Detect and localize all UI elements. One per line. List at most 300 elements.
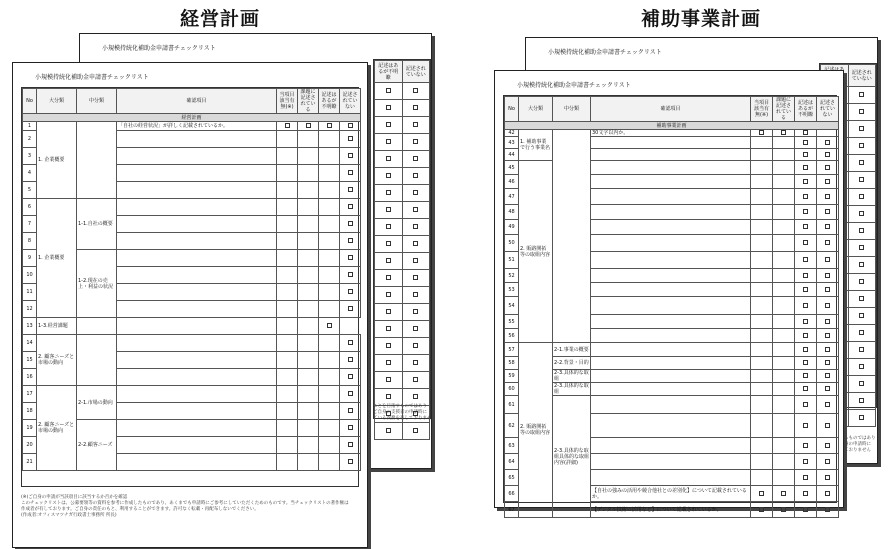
check-item [117, 199, 277, 216]
row-number: 2 [23, 131, 37, 148]
row-number: 52 [505, 269, 519, 283]
table-row [505, 343, 839, 357]
checkbox[interactable] [327, 323, 332, 328]
checkbox[interactable] [803, 240, 808, 245]
checkbox[interactable] [825, 152, 830, 157]
checkbox[interactable] [413, 122, 418, 127]
checkbox[interactable] [413, 326, 418, 331]
checkbox[interactable] [825, 194, 830, 199]
checkbox[interactable] [803, 140, 808, 145]
row-number: 59 [505, 370, 519, 383]
major-category: 2. 販路開拓等の取組内容 [519, 161, 553, 343]
checkbox[interactable] [825, 402, 830, 407]
checkbox[interactable] [413, 428, 418, 433]
check-item [591, 175, 751, 189]
check-item [591, 414, 751, 438]
sheet-title: 小規模持続化補助金申請書チェックリスト [517, 82, 631, 89]
section-row: 補助事業計画 [505, 122, 839, 130]
row-number: 49 [505, 220, 519, 235]
checkbox[interactable] [825, 386, 830, 391]
checkbox[interactable] [803, 333, 808, 338]
checkbox[interactable] [327, 123, 332, 128]
checkbox[interactable] [759, 491, 764, 496]
checkbox[interactable] [413, 377, 418, 382]
checkbox[interactable] [803, 386, 808, 391]
major-category: 2. 販路開拓等の取組内容 [519, 343, 553, 518]
check-item [591, 161, 751, 175]
check-item [591, 235, 751, 252]
checkbox[interactable] [413, 156, 418, 161]
checkbox[interactable] [803, 475, 808, 480]
table-row [23, 199, 361, 216]
check-item [591, 470, 751, 486]
checkbox[interactable] [413, 173, 418, 178]
check-item [591, 396, 751, 414]
checkbox[interactable] [348, 408, 353, 413]
checkbox[interactable] [859, 415, 864, 420]
checkbox[interactable] [825, 319, 830, 324]
back-sheet-notes: ことを目指すものではあり ご自身の支援者の申請時に ている義務を有しておりませ [373, 404, 432, 421]
table-row [375, 83, 430, 100]
checkbox[interactable] [803, 273, 808, 278]
table-row [375, 321, 430, 338]
middle-category: 2-3.具体的な取組 [554, 370, 589, 382]
checkbox[interactable] [413, 275, 418, 280]
checkbox[interactable] [348, 136, 353, 141]
checkbox[interactable] [386, 88, 391, 93]
checkbox[interactable] [825, 507, 830, 512]
row-number: 56 [505, 329, 519, 343]
checkbox[interactable] [825, 287, 830, 292]
middle-category: 2-1.事業の概要 [553, 343, 591, 357]
checkbox[interactable] [825, 459, 830, 464]
checkbox[interactable] [386, 190, 391, 195]
checkbox[interactable] [348, 204, 353, 209]
checkbox[interactable] [859, 398, 864, 403]
check-item [591, 149, 751, 161]
checkbox[interactable] [386, 343, 391, 348]
row-number: 13 [23, 318, 37, 335]
table-row [23, 386, 361, 403]
table-row [23, 335, 361, 352]
table-row [375, 168, 430, 185]
table-row [505, 370, 839, 383]
check-item [591, 220, 751, 235]
major-category: 1. 企業概要 [37, 122, 77, 199]
checkbox[interactable] [803, 194, 808, 199]
major-category: 2. 顧客ニーズと市場の動向 [37, 386, 77, 471]
checkbox[interactable] [859, 381, 864, 386]
row-number: 46 [505, 175, 519, 189]
checkbox[interactable] [859, 279, 864, 284]
back-sheet-notes: るものではあり 身の申請時に ておりません [844, 436, 876, 453]
middle-category: 2-3.具体的な取組 [554, 383, 589, 395]
check-item [117, 369, 277, 386]
table-row [375, 287, 430, 304]
middle-category: 1-3.経営課題 [37, 318, 77, 335]
check-item [117, 420, 277, 437]
checkbox[interactable] [859, 262, 864, 267]
table-row [375, 202, 430, 219]
table-row [375, 236, 430, 253]
checkbox[interactable] [413, 139, 418, 144]
check-item [591, 283, 751, 297]
checkbox[interactable] [825, 165, 830, 170]
checkbox[interactable] [825, 224, 830, 229]
row-number: 21 [23, 454, 37, 471]
major-category: 2. 顧客ニーズと市場の動向 [37, 335, 77, 386]
checkbox[interactable] [348, 306, 353, 311]
checkbox[interactable] [803, 402, 808, 407]
checkbox[interactable] [413, 394, 418, 399]
check-item [117, 165, 277, 182]
row-number: 10 [23, 267, 37, 284]
checkbox[interactable] [348, 255, 353, 260]
checkbox[interactable] [803, 423, 808, 428]
check-item [117, 233, 277, 250]
row-number: 43 [505, 137, 519, 149]
checkbox[interactable] [386, 156, 391, 161]
checkbox[interactable] [781, 491, 786, 496]
check-item [591, 189, 751, 205]
checkbox[interactable] [803, 319, 808, 324]
checkbox[interactable] [825, 240, 830, 245]
checkbox[interactable] [413, 309, 418, 314]
checkbox[interactable] [803, 209, 808, 214]
middle-category: 1-1.自社の概要 [77, 199, 117, 250]
checkbox[interactable] [348, 187, 353, 192]
check-item: 「自社の経営状況」が詳しく記載されているか。 [117, 122, 277, 131]
row-number: 4 [23, 165, 37, 182]
table-row [23, 318, 361, 335]
row-number: 1 [23, 122, 37, 131]
check-item [117, 437, 277, 454]
checkbox[interactable] [825, 360, 830, 365]
check-item [117, 284, 277, 301]
checkbox[interactable] [386, 326, 391, 331]
row-number: 63 [505, 438, 519, 454]
check-item [117, 301, 277, 318]
row-number: 7 [23, 216, 37, 233]
check-item [591, 252, 751, 269]
check-item [591, 370, 751, 383]
row-number: 14 [23, 335, 37, 352]
table-row [505, 357, 839, 370]
table-row [375, 304, 430, 321]
row-number: 61 [505, 396, 519, 414]
check-item [591, 454, 751, 470]
row-number: 45 [505, 161, 519, 175]
table-row [375, 117, 430, 134]
checkbox[interactable] [386, 309, 391, 314]
checkbox[interactable] [386, 377, 391, 382]
checkbox[interactable] [859, 143, 864, 148]
checkbox[interactable] [386, 394, 391, 399]
check-item [591, 383, 751, 396]
checkbox[interactable] [859, 194, 864, 199]
checkbox[interactable] [386, 241, 391, 246]
checkbox[interactable] [386, 428, 391, 433]
row-number: 6 [23, 199, 37, 216]
checkbox[interactable] [859, 330, 864, 335]
checkbox[interactable] [386, 258, 391, 263]
check-item [591, 343, 751, 357]
row-number: 53 [505, 283, 519, 297]
checkbox[interactable] [781, 130, 786, 135]
checkbox[interactable] [348, 357, 353, 362]
row-number: 15 [23, 352, 37, 369]
footnote: (※)ご自身の申請が当該項目に該当するか否かを確認 このチェックリストは、公募要領等の資料を参考に作成したものであり、あくまでも申請時にご参考にしていただくためのものです。当チェックリストの著作権は作成者が有しております。ご自身の責任のもと、利用することができます。許可なく転載・再配布しないでください。 (作成者:オフィスマツナガ行政書士事務所 所長) [21, 495, 349, 518]
checkbox[interactable] [825, 347, 830, 352]
row-number: 67 [505, 502, 519, 518]
check-item: 【自社の強みの活用や競合他社との差別化】について記載されているか。 [591, 486, 751, 502]
checkbox[interactable] [348, 425, 353, 430]
checkbox[interactable] [803, 443, 808, 448]
check-item [117, 403, 277, 420]
checkbox[interactable] [803, 360, 808, 365]
table-row [375, 185, 430, 202]
row-number: 8 [23, 233, 37, 250]
middle-category: 1-2.現在の売上・利益の状況 [77, 250, 117, 318]
row-number: 42 [505, 130, 519, 137]
table-row [375, 389, 430, 406]
check-item [77, 318, 117, 335]
table-row [375, 100, 430, 117]
checkbox[interactable] [825, 475, 830, 480]
checkbox[interactable] [859, 245, 864, 250]
table-row [505, 130, 839, 137]
checkbox[interactable] [348, 272, 353, 277]
checkbox[interactable] [348, 391, 353, 396]
check-item [591, 315, 751, 329]
table-row [375, 134, 430, 151]
row-number: 3 [23, 148, 37, 165]
check-item [117, 216, 277, 233]
check-item [117, 335, 277, 352]
checkbox[interactable] [348, 459, 353, 464]
checkbox[interactable] [759, 130, 764, 135]
checkbox[interactable] [413, 343, 418, 348]
row-number: 19 [23, 420, 37, 437]
table-row [375, 270, 430, 287]
checkbox[interactable] [386, 122, 391, 127]
row-number: 60 [505, 383, 519, 396]
checkbox[interactable] [859, 92, 864, 97]
checkbox[interactable] [386, 224, 391, 229]
table-row [375, 338, 430, 355]
checkbox[interactable] [825, 179, 830, 184]
checkbox[interactable] [348, 442, 353, 447]
table-row [505, 383, 839, 396]
check-item [591, 205, 751, 220]
row-number: 48 [505, 205, 519, 220]
row-number: 65 [505, 470, 519, 486]
sheet-title: 小規模持続化補助金申請書チェックリスト [548, 49, 662, 56]
checkbox[interactable] [825, 443, 830, 448]
checkbox[interactable] [348, 170, 353, 175]
row-number: 51 [505, 252, 519, 269]
checkbox[interactable] [803, 303, 808, 308]
middle-category: 2-2.顧客ニーズ [77, 420, 117, 471]
checkbox[interactable] [859, 126, 864, 131]
row-number: 17 [23, 386, 37, 403]
table-row [23, 122, 361, 131]
checkbox[interactable] [859, 313, 864, 318]
checkbox[interactable] [803, 165, 808, 170]
middle-category: 2-1.市場の動向 [77, 386, 117, 420]
checkbox[interactable] [825, 209, 830, 214]
table-row [375, 253, 430, 270]
row-number: 20 [23, 437, 37, 454]
checkbox[interactable] [386, 105, 391, 110]
row-number: 5 [23, 182, 37, 199]
section-row: 経営計画 [23, 114, 361, 122]
checkbox[interactable] [825, 491, 830, 496]
checkbox[interactable] [859, 109, 864, 114]
checkbox[interactable] [803, 179, 808, 184]
checkbox[interactable] [386, 275, 391, 280]
check-item: 【デジタル技術の活用など】について記載されているか。 [591, 502, 751, 518]
table-row [375, 423, 430, 440]
checkbox[interactable] [348, 374, 353, 379]
checkbox[interactable] [859, 347, 864, 352]
check-item [591, 329, 751, 343]
checkbox[interactable] [413, 292, 418, 297]
checkbox[interactable] [348, 221, 353, 226]
checkbox[interactable] [413, 207, 418, 212]
checkbox[interactable] [285, 123, 290, 128]
check-item: 30文字以内か。 [591, 130, 751, 137]
major-category: 1. 企業概要 [37, 199, 77, 318]
table-row [375, 219, 430, 236]
checkbox[interactable] [348, 289, 353, 294]
checkbox[interactable] [803, 257, 808, 262]
heading-subsidy-plan: 補助事業計画 [641, 8, 762, 30]
middle-category: 2-3.具体的な取組具体的な取組内容(詳細) [553, 396, 591, 518]
check-item [117, 182, 277, 199]
sheet-title: 小規模持続化補助金申請書チェックリスト [102, 45, 216, 52]
back-sheet-columns: 記述されていない [819, 63, 877, 408]
row-number: 55 [505, 315, 519, 329]
checkbox[interactable] [348, 340, 353, 345]
check-item [117, 131, 277, 148]
row-number: 66 [505, 486, 519, 502]
row-number: 12 [23, 301, 37, 318]
checklist-table: No 大分類 中分類 確認項目 当項目該当有無(※) 課題に記述されている 記述はあるが不明瞭 記述されていない 補助事業計画 42 1. 補助事業で行う事業名 30文字以内か。 43 44 45 2. 販路開拓等の取組内容 46 47 48 49 50 51 52 53 54 55 56 57 2. 販路開拓等の取組内容 2-1.事業の概要 58 2-2.背景・目的 59 2-3.具体的な取組 60 2-3.具体的な取組 61 2-3.具体的な取組具体的な取組内容(詳細) 62 63 64 65 66 【自社の強みの活用や競合他社との差別化】について記載されているか。 67 【デジタル技術の活用など】について記載されているか。 [503, 95, 837, 503]
checkbox[interactable] [306, 123, 311, 128]
check-item [117, 250, 277, 267]
check-item [117, 352, 277, 369]
table-row [375, 355, 430, 372]
checkbox[interactable] [803, 459, 808, 464]
row-number: 16 [23, 369, 37, 386]
check-item [591, 438, 751, 454]
checkbox[interactable] [348, 123, 353, 128]
middle-category: 2-2.背景・目的 [553, 357, 591, 370]
checkbox[interactable] [413, 105, 418, 110]
row-number: 64 [505, 454, 519, 470]
checkbox[interactable] [825, 303, 830, 308]
table-row [505, 396, 839, 414]
left-front-sheet [12, 62, 368, 548]
row-number: 62 [505, 414, 519, 438]
check-item [591, 297, 751, 315]
check-item [117, 148, 277, 165]
row-number: 11 [23, 284, 37, 301]
checklist-table: No 大分類 中分類 確認項目 当項目該当有無(※) 課題に記述されている 記述はあるが不明瞭 記述されていない 経営計画 1 1. 企業概要 「自社の経営状況」が詳しく記載されているか。 2 3 4 5 6 1. 企業概要 1-1.自社の概要 7 8 9 1-2.現在の売上・利益の状況 10 11 12 13 1-3.経営課題 14 2. 顧客ニーズと市場の動向 15 16 17 2. 顧客ニーズと市場の動向 2-1.市場の動向 18 19 2-2.顧客ニーズ 20 21 [21, 87, 359, 487]
checkbox[interactable] [825, 333, 830, 338]
checkbox[interactable] [803, 373, 808, 378]
checkbox[interactable] [386, 173, 391, 178]
row-number: 57 [505, 343, 519, 357]
checkbox[interactable] [803, 347, 808, 352]
checkbox[interactable] [413, 360, 418, 365]
row-number: 44 [505, 149, 519, 161]
back-sheet-columns: 記述はあるが不明瞭 記述されていない [373, 59, 431, 419]
checkbox[interactable] [413, 224, 418, 229]
table-row [375, 372, 430, 389]
check-item [117, 267, 277, 284]
checkbox[interactable] [803, 287, 808, 292]
check-item [591, 269, 751, 283]
checkbox[interactable] [859, 211, 864, 216]
checkbox[interactable] [859, 364, 864, 369]
heading-management-plan: 経営計画 [180, 8, 261, 30]
table-row [375, 151, 430, 168]
row-number: 47 [505, 189, 519, 205]
checkbox[interactable] [825, 257, 830, 262]
check-item [117, 454, 277, 471]
checkbox[interactable] [803, 491, 808, 496]
checkbox[interactable] [803, 224, 808, 229]
checkbox[interactable] [413, 258, 418, 263]
checkbox[interactable] [759, 507, 764, 512]
row-number: 50 [505, 235, 519, 252]
checkbox[interactable] [859, 296, 864, 301]
checkbox[interactable] [413, 190, 418, 195]
checkbox[interactable] [386, 360, 391, 365]
checkbox[interactable] [386, 207, 391, 212]
checkbox[interactable] [386, 292, 391, 297]
sheet-title: 小規模持続化補助金申請書チェックリスト [35, 74, 149, 81]
checkbox[interactable] [803, 152, 808, 157]
check-item [591, 137, 751, 149]
checkbox[interactable] [825, 140, 830, 145]
checkbox[interactable] [781, 507, 786, 512]
checkbox[interactable] [413, 88, 418, 93]
check-item [117, 386, 277, 403]
right-front-sheet [494, 70, 844, 513]
checkbox[interactable] [859, 160, 864, 165]
checkbox[interactable] [803, 507, 808, 512]
row-number: 54 [505, 297, 519, 315]
checkbox[interactable] [386, 139, 391, 144]
checkbox[interactable] [413, 241, 418, 246]
checkbox[interactable] [825, 273, 830, 278]
checkbox[interactable] [348, 238, 353, 243]
major-category: 1. 補助事業で行う事業名 [519, 130, 553, 161]
row-number: 9 [23, 250, 37, 267]
checkbox[interactable] [859, 228, 864, 233]
row-number: 58 [505, 357, 519, 370]
checkbox[interactable] [825, 423, 830, 428]
row-number: 18 [23, 403, 37, 420]
checkbox[interactable] [348, 153, 353, 158]
checkbox[interactable] [859, 177, 864, 182]
checkbox[interactable] [803, 130, 808, 135]
checkbox[interactable] [825, 373, 830, 378]
check-item [591, 357, 751, 370]
